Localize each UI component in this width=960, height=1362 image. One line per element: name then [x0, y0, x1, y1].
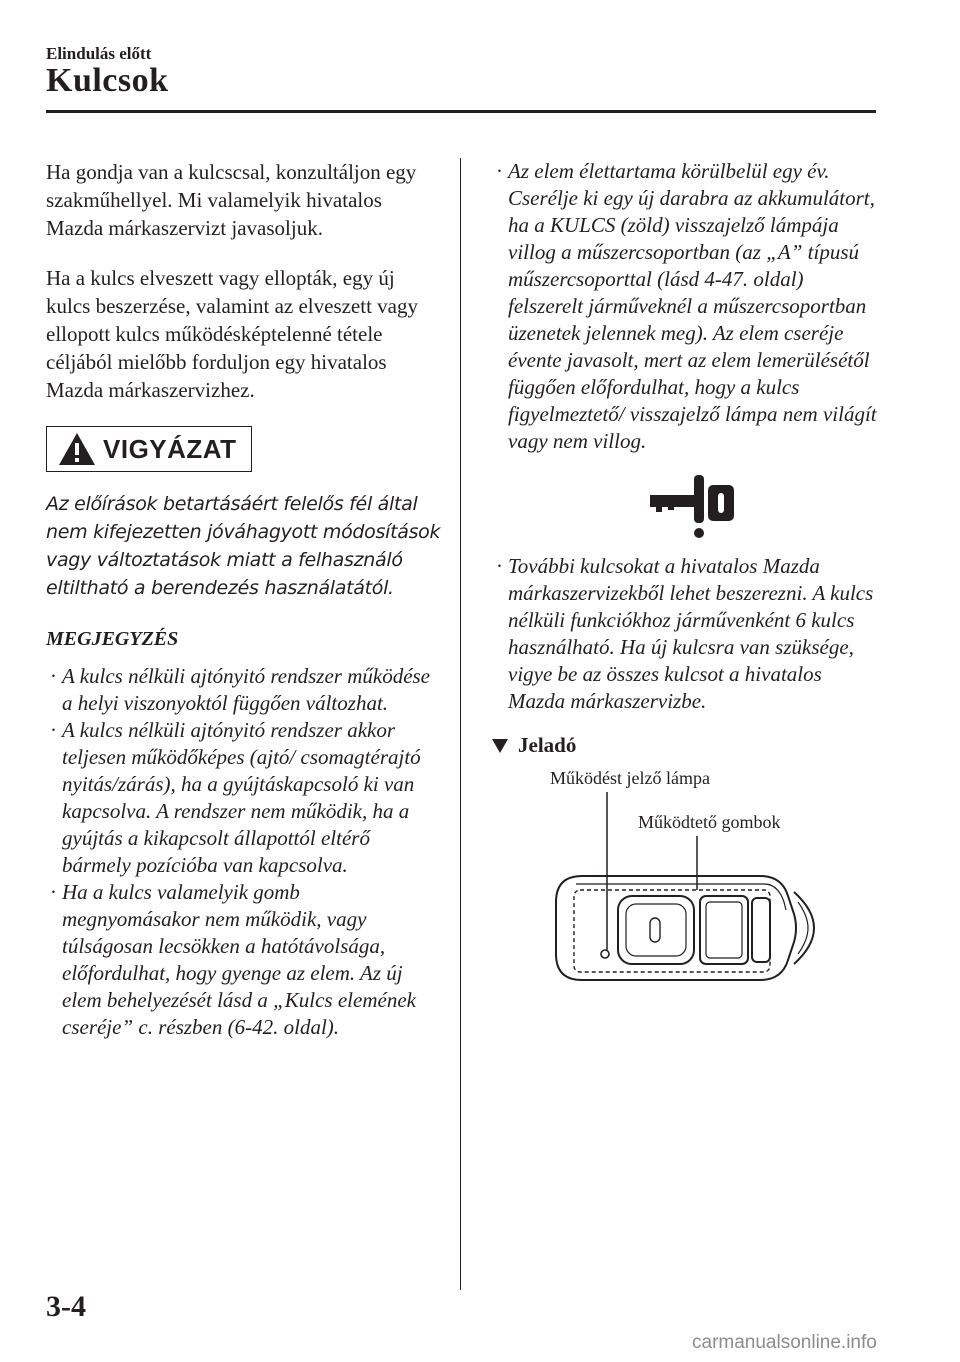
note-bullet: · További kulcsokat a hivatalos Mazda márkaszervizekből lehet beszerezni. A kulcs nélküli funkciókhoz járművenként 6 kulcs használható. Ha új kulcsra van szüksége, vigye be az összes kulcsot a hivatalos Mazda márkaszervizbe.: [496, 554, 874, 713]
key-fob-diagram: [492, 768, 882, 988]
label-indicator-lamp: Működést jelző lámpa: [550, 768, 710, 788]
warning-label: VIGYÁZAT: [103, 433, 237, 464]
page-number: 3-4: [46, 1290, 86, 1323]
key-fob-drawing: [492, 768, 882, 988]
left-column: [46, 158, 441, 1041]
note-bullet: · Ha a kulcs valamelyik gomb megnyomásakor nem működik, vagy túlságosan lecsökken a hatótávolsága, előfordulhat, hogy gyenge az elem. Az új elem behelyezését lásd a „Kulcs elemének cseréje” c. részben (6-42. oldal).: [50, 880, 416, 1039]
column-divider: [460, 158, 461, 1290]
subheading-transmitter: Jeladó: [492, 733, 882, 758]
section-label: Elindulás előtt: [46, 44, 152, 63]
key-warning-indicator-icon: [642, 469, 742, 543]
footer-site-watermark: carmanualsonline.info: [692, 1332, 877, 1353]
label-operation-buttons: Működtető gombok: [638, 812, 781, 832]
warning-box: [46, 426, 252, 472]
paragraph-lost-key: Ha a kulcs elveszett vagy ellopták, egy új kulcs beszerzése, valamint az elveszett vagy ellopott kulcs működésképtelenné tétele céljából mielőbb forduljon egy hivatalos Mazda márkaszervizhez.: [46, 266, 418, 402]
warning-triangle-icon: [57, 431, 97, 467]
note-bullet: · A kulcs nélküli ajtónyitó rendszer akkor teljesen működőképes (ajtó/ csomagtérajtó nyitás/zárás), ha a gyújtáskapcsoló ki van kapcsolva. A rendszer nem működik, ha a gyújtás a kikapcsolt állapottól eltérő bármely pozícióba van kapcsolva.: [50, 718, 421, 877]
header-rule: [46, 110, 876, 113]
note-heading: MEGJEGYZÉS: [46, 628, 179, 650]
triangle-marker-icon: [492, 739, 508, 753]
paragraph-consult: Ha gondja van a kulcscsal, konzultáljon egy szakműhellyel. Mi valamelyik hivatalos Mazda márkaszervizt javasoljuk.: [46, 160, 417, 240]
page-title: Kulcsok: [46, 62, 169, 99]
warning-text: Az előírások betartásáért felelős fél által nem kifejezetten jóváhagyott módosítások vagy változtatások miatt a felhasználó eltiltható a berendezés használatától.: [46, 493, 441, 599]
note-bullet: · Az elem élettartama körülbelül egy év. Cserélje ki egy új darabra az akkumulátort, ha a KULCS (zöld) visszajelző lámpája villog a műszercsoportban (az „A” típusú műszercsoporttal (lásd 4-47. oldal) felszerelt járműveknél a műszercsoportban üzenetek jelennek meg). Az elem cseréje évente javasolt, mert az elem lemerülésétől függően előfordulhat, hogy a kulcs figyelmeztető/ visszajelző lámpa nem világít vagy nem villog.: [496, 159, 877, 453]
right-column: [492, 158, 882, 988]
note-bullet: · A kulcs nélküli ajtónyitó rendszer működése a helyi viszonyoktól függően változhat.: [50, 664, 431, 715]
